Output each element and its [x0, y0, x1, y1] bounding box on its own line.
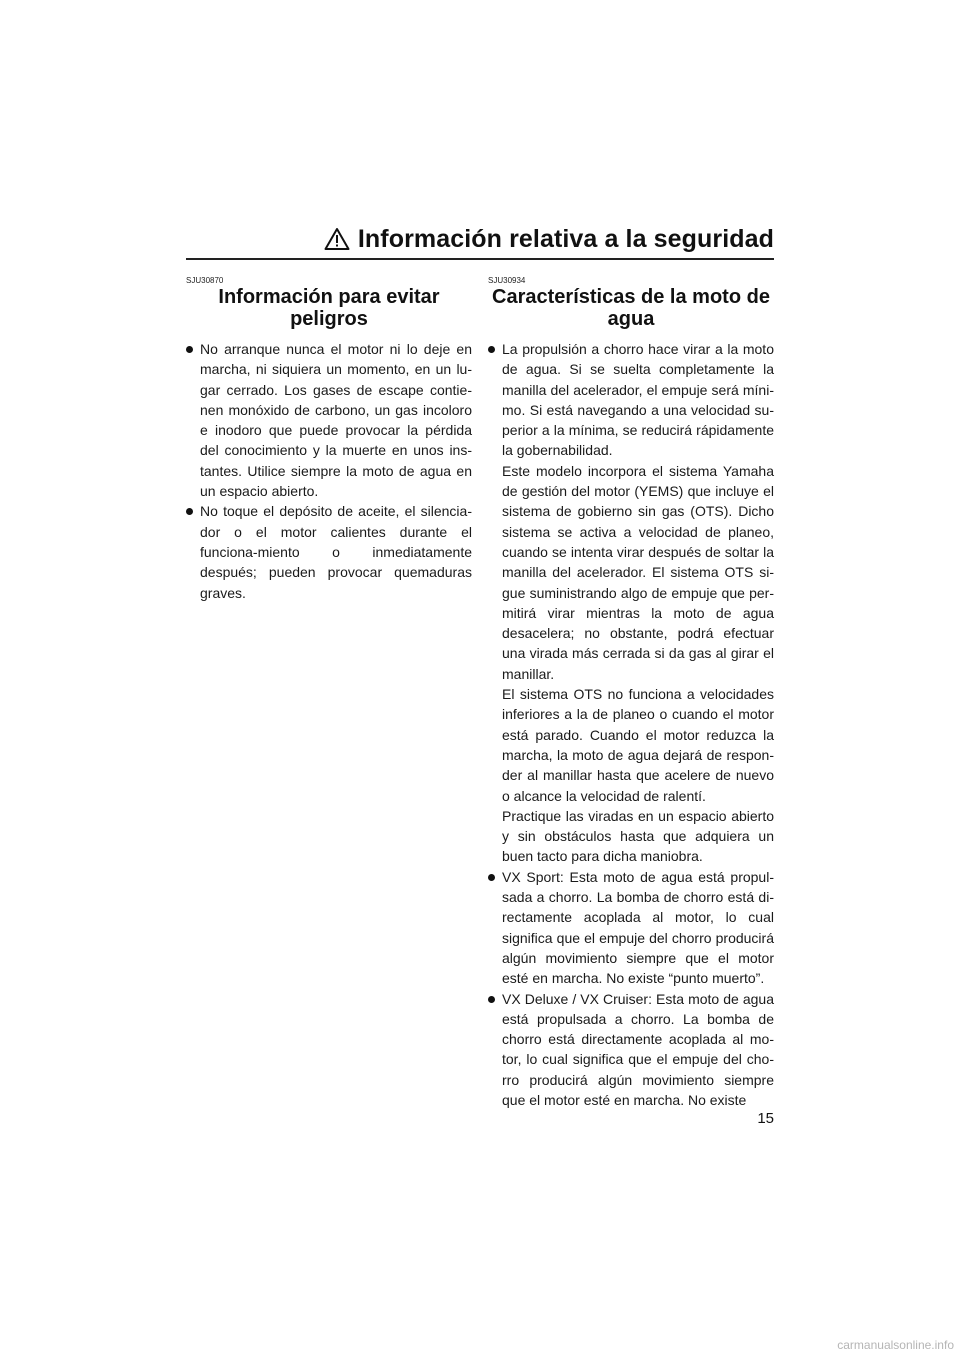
section-title-line2: agua [607, 308, 655, 330]
section-title-line1: Información para evitar [218, 286, 440, 308]
warning-triangle-icon [324, 227, 350, 251]
bullet-icon [186, 346, 193, 353]
bullet-item [488, 339, 774, 867]
section-title [488, 286, 774, 330]
bullet-icon [186, 508, 193, 515]
section-code: SJU30870 [186, 276, 224, 285]
left-column [186, 276, 472, 603]
bullet-text: VX Deluxe / VX Cruiser: Esta moto de agua está propulsada a chorro. La bomba de chorro está directamente acoplada al mo-tor, lo cual significa que el empuje del cho-rro producirá algún movimiento siempre que el motor esté en marcha. No existe [502, 990, 774, 1108]
section-title [186, 286, 472, 330]
bullet-item [488, 989, 774, 1111]
bullet-paragraph: La propulsión a chorro hace virar a la moto de agua. Si se suelta completamente la manilla del acelerador, el empuje será míni-mo. Si está navegando a una velocidad su-perior a la mínima, se reducirá rápidamente la gobernabilidad. [502, 341, 774, 459]
bullet-item [488, 867, 774, 989]
page-number: 15 [757, 1110, 774, 1127]
bullet-paragraph: Este modelo incorpora el sistema Yamaha de gestión del motor (YEMS) que incluye el sistema de gobierno sin gas (OTS). Dicho sistema se activa a velocidad de planeo, cuando se intenta virar después de soltar la manilla del acelerador. El sistema OTS si-gue suministrando algo de empuje que per-mitirá virar mientras la moto de agua desacelera; no obstante, podrá efectuar una virada más cerrada si da gas al girar el manillar. [502, 462, 774, 682]
bullet-paragraph: El sistema OTS no funciona a velocidades inferiores a la de planeo o cuando el motor está parado. Cuando el motor reduzca la marcha, la moto de agua dejará de respon-der al manillar hasta que acelere de nuevo o alcance la velocidad de ralentí. [502, 686, 774, 804]
section-code: SJU30934 [488, 276, 526, 285]
right-column [488, 276, 774, 1110]
header-title: Información relativa a la seguridad [357, 224, 774, 253]
bullet-item [186, 339, 472, 501]
bullet-text: No arranque nunca el motor ni lo deje en marcha, ni siquiera un momento, en un lu-gar cerrado. Los gases de escape contie-nen monóxido de carbono, un gas incoloro e inodoro que puede provocar la pérdida del conocimiento y la muerte en unos ins-tantes. Utilice siempre la moto de agua en un espacio abierto. [200, 341, 472, 500]
bullet-icon [488, 874, 495, 881]
bullet-item [186, 501, 472, 602]
watermark: carmanualsonline.info [837, 1338, 954, 1352]
bullet-paragraph: Practique las viradas en un espacio abierto y sin obstáculos hasta que adquiera un buen tacto para dicha maniobra. [502, 807, 774, 865]
section-title-line1: Características de la moto de [492, 286, 770, 308]
bullet-text: VX Sport: Esta moto de agua está propul-sada a chorro. La bomba de chorro está di-rectamente acoplada al motor, lo cual significa que el empuje del chorro producirá algún movimiento siempre que el motor esté en marcha. No existe “punto muerto”. [502, 868, 774, 987]
bullet-icon [488, 996, 495, 1003]
page-header [186, 222, 774, 256]
section-title-line2: peligros [290, 308, 368, 330]
bullet-text: No toque el depósito de aceite, el silencia-dor o el motor calientes durante el funciona-miento o inmediatamente después; pueden provocar quemaduras graves. [200, 503, 472, 601]
bullet-icon [488, 346, 495, 353]
header-rule [186, 258, 774, 260]
